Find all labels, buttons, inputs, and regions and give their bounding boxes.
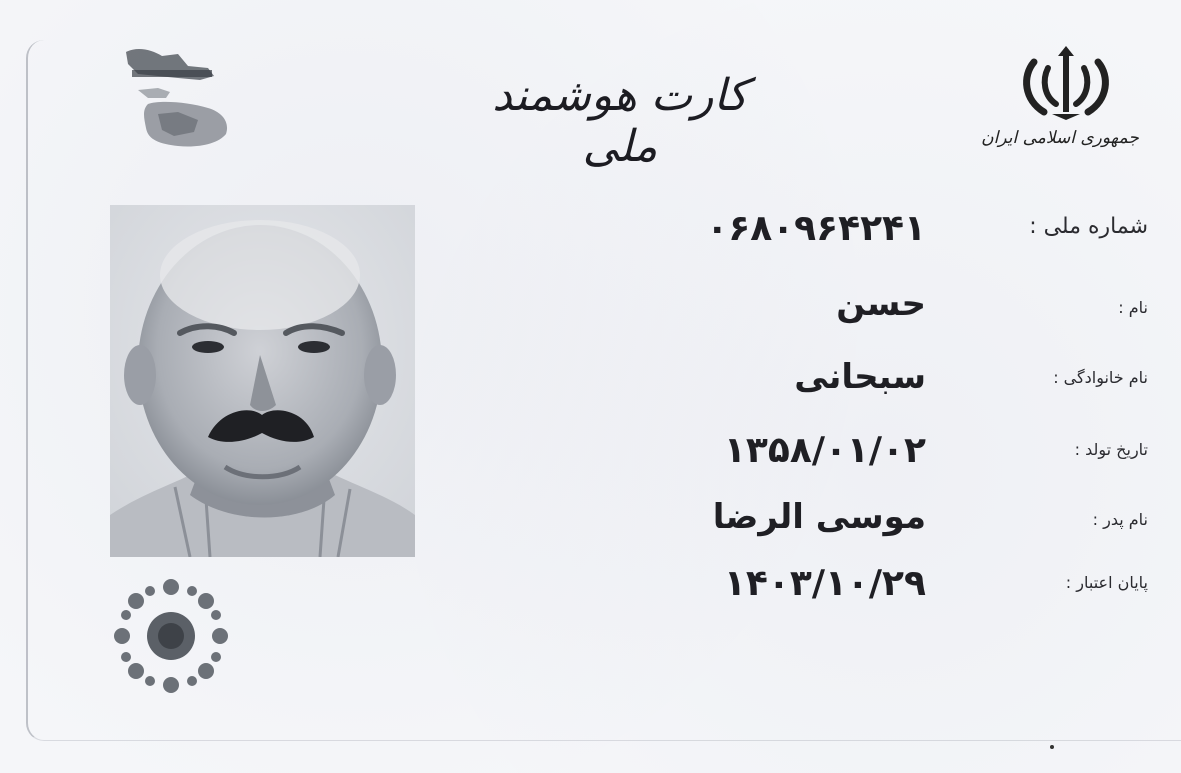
- iran-emblem-icon: [1018, 42, 1114, 122]
- issuer-name: جمهوری اسلامی ایران: [981, 128, 1139, 148]
- father-name-label: نام پدر :: [1092, 510, 1148, 529]
- portrait-photo: [110, 205, 415, 557]
- birth-date-value: ۱۳۵۸/۰۱/۰۲: [723, 430, 926, 471]
- card-title: کارت هوشمند ملی: [492, 70, 748, 172]
- iran-flag-map-icon: [118, 42, 236, 156]
- expiry-date-label: پایان اعتبار :: [1065, 573, 1148, 592]
- father-name-value: موسی الرضا: [712, 497, 926, 537]
- last-name-label: نام خانوادگی :: [1053, 368, 1148, 387]
- scan-speck: [1050, 745, 1054, 749]
- first-name-value: حسن: [836, 284, 926, 324]
- birth-date-label: تاریخ تولد :: [1074, 440, 1148, 459]
- national-id-label: شماره ملی :: [1029, 214, 1148, 239]
- first-name-label: نام :: [1118, 298, 1148, 317]
- expiry-date-value: ۱۴۰۳/۱۰/۲۹: [723, 563, 926, 604]
- national-id-value: ۰۶۸۰۹۶۴۲۴۱: [706, 208, 926, 249]
- security-seal-icon: [110, 575, 232, 697]
- last-name-value: سبحانی: [794, 357, 926, 397]
